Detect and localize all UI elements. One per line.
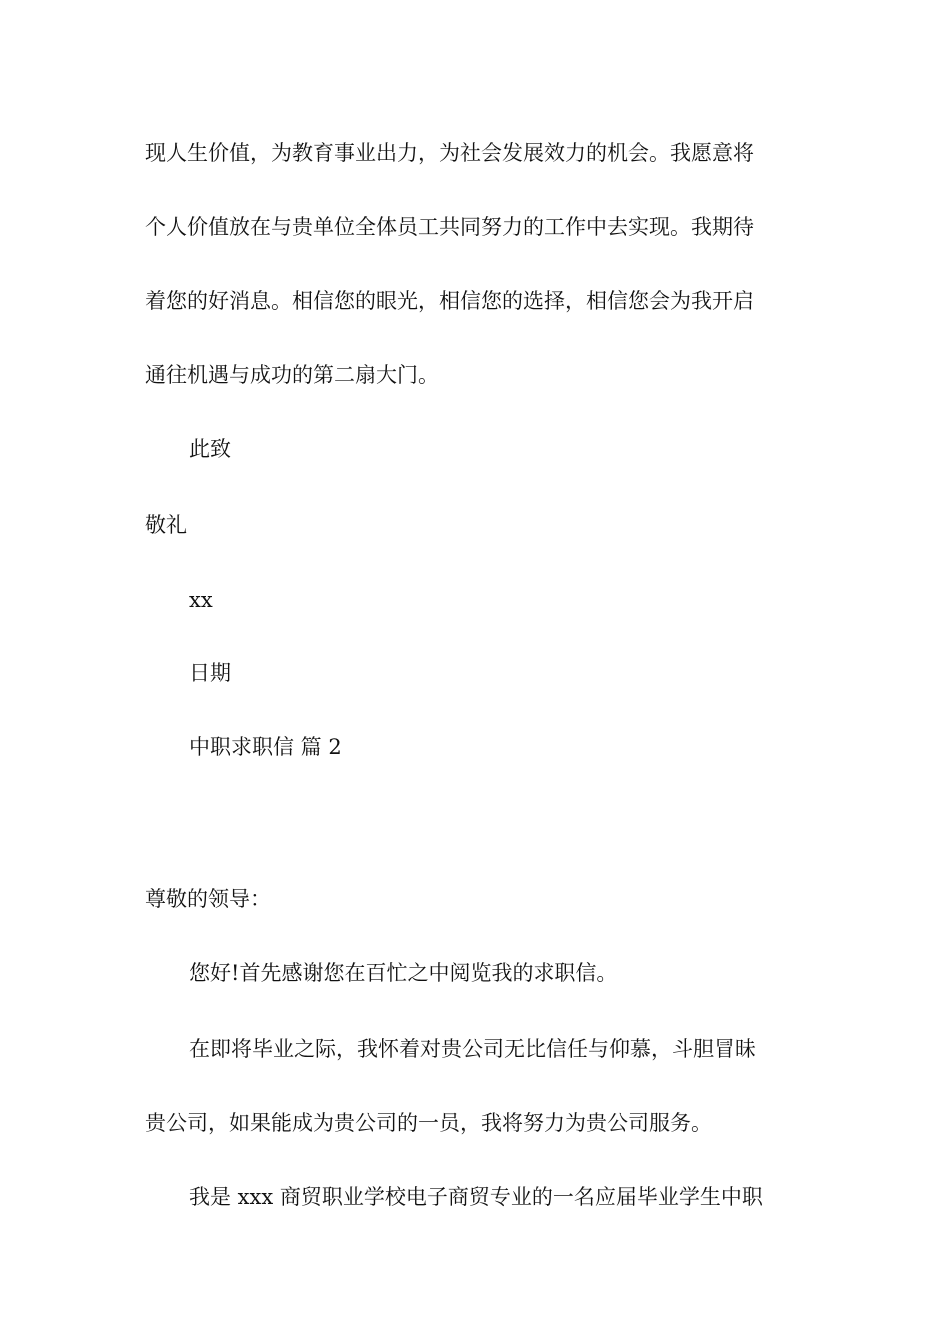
section-heading: 中职求职信 篇 2 — [189, 735, 342, 759]
paragraph-line: 着您的好消息。相信您的眼光，相信您的选择，相信您会为我开启 — [145, 289, 754, 313]
signature-date: 日期 — [189, 661, 231, 685]
paragraph-line: 现人生价值，为教育事业出力，为社会发展效力的机会。我愿意将 — [145, 141, 754, 165]
paragraph-line: 我是 xxx 商贸职业学校电子商贸专业的一名应届毕业学生中职 — [189, 1185, 763, 1209]
paragraph-line: 贵公司，如果能成为贵公司的一员，我将努力为贵公司服务。 — [145, 1111, 712, 1135]
closing-regards: 敬礼 — [145, 513, 187, 537]
paragraph-line: 个人价值放在与贵单位全体员工共同努力的工作中去实现。我期待 — [145, 215, 754, 239]
paragraph-line: 在即将毕业之际，我怀着对贵公司无比信任与仰慕，斗胆冒昧 — [189, 1037, 756, 1061]
paragraph-line: 您好!首先感谢您在百忙之中阅览我的求职信。 — [189, 961, 618, 985]
signature-name: xx — [189, 588, 213, 612]
closing-salutation: 此致 — [189, 437, 231, 461]
paragraph-line: 通往机遇与成功的第二扇大门。 — [145, 363, 439, 387]
greeting: 尊敬的领导： — [145, 887, 271, 911]
